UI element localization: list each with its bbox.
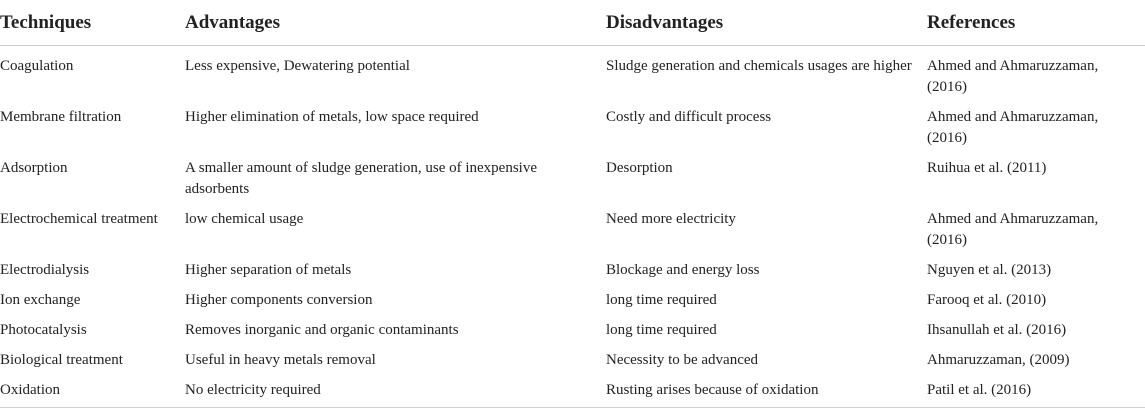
table-row	[0, 282, 1145, 312]
cell-disadvantages: Sludge generation and chemicals usages are higher	[606, 58, 912, 74]
cell-advantages: A smaller amount of sludge generation, use of inexpensive adsorbents	[185, 160, 537, 197]
cell-technique: Electrodialysis	[0, 262, 90, 278]
cell-disadvantages: long time required	[606, 292, 717, 308]
cell-references: Ahmaruzzaman, (2009)	[927, 352, 1070, 368]
cell-advantages: Removes inorganic and organic contaminants	[185, 322, 459, 338]
cell-advantages: Higher elimination of metals, low space required	[185, 109, 479, 125]
cell-disadvantages: Costly and difficult process	[606, 109, 772, 125]
cell-references: Patil et al. (2016)	[927, 382, 1032, 398]
cell-technique: Adsorption	[0, 160, 68, 176]
header-references: References	[927, 0, 1145, 46]
table-row	[0, 312, 1145, 342]
cell-advantages: Less expensive, Dewatering potential	[185, 58, 410, 74]
table-row	[0, 46, 1145, 100]
cell-disadvantages: long time required	[606, 322, 717, 338]
cell-advantages: low chemical usage	[185, 211, 304, 227]
table-row	[0, 252, 1145, 282]
cell-references: Farooq et al. (2010)	[927, 292, 1047, 308]
cell-references: Ahmed and Ahmaruzzaman, (2016)	[927, 58, 1099, 95]
header-row	[0, 0, 1145, 46]
table-row	[0, 342, 1145, 372]
cell-advantages: Higher components conversion	[185, 292, 373, 308]
header-advantages: Advantages	[185, 0, 606, 46]
cell-references: Ruihua et al. (2011)	[927, 160, 1047, 176]
header-disadvantages: Disadvantages	[606, 0, 927, 46]
table-row	[0, 372, 1145, 408]
cell-references: Ihsanullah et al. (2016)	[927, 322, 1067, 338]
cell-technique: Oxidation	[0, 382, 60, 398]
cell-advantages: Higher separation of metals	[185, 262, 352, 278]
table-row	[0, 99, 1145, 150]
cell-technique: Biological treatment	[0, 352, 123, 368]
cell-disadvantages: Blockage and energy loss	[606, 262, 760, 278]
table-body	[0, 46, 1145, 408]
table-row	[0, 150, 1145, 201]
cell-technique: Photocatalysis	[0, 322, 87, 338]
cell-references: Ahmed and Ahmaruzzaman, (2016)	[927, 211, 1099, 248]
cell-technique: Ion exchange	[0, 292, 81, 308]
table-header	[0, 0, 1145, 46]
cell-disadvantages: Need more electricity	[606, 211, 736, 227]
cell-advantages: No electricity required	[185, 382, 321, 398]
cell-disadvantages: Desorption	[606, 160, 673, 176]
cell-advantages: Useful in heavy metals removal	[185, 352, 376, 368]
cell-disadvantages: Rusting arises because of oxidation	[606, 382, 819, 398]
cell-technique: Membrane filtration	[0, 109, 122, 125]
cell-references: Ahmed and Ahmaruzzaman, (2016)	[927, 109, 1099, 146]
cell-technique: Coagulation	[0, 58, 74, 74]
table-row	[0, 201, 1145, 252]
cell-technique: Electrochemical treatment	[0, 211, 158, 227]
cell-disadvantages: Necessity to be advanced	[606, 352, 759, 368]
header-techniques: Techniques	[0, 0, 185, 46]
cell-references: Nguyen et al. (2013)	[927, 262, 1052, 278]
